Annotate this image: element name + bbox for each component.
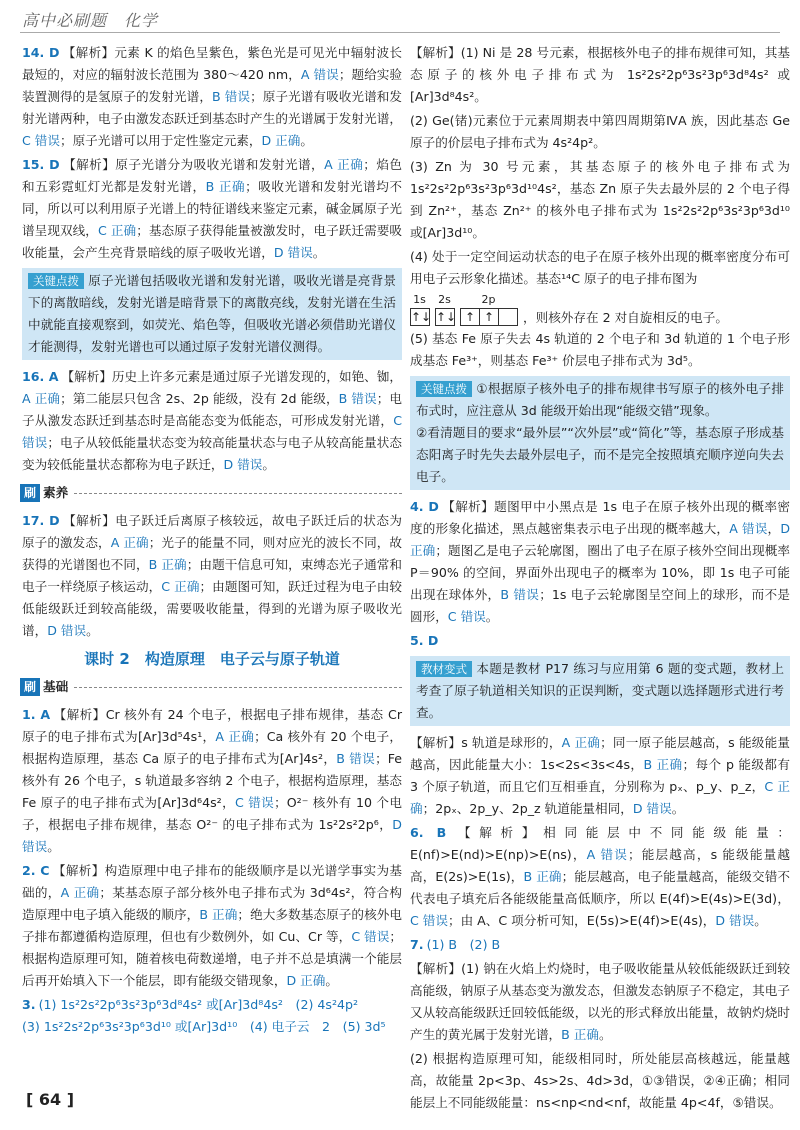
right-column (410, 42, 790, 1116)
textbook-variant-box: 教材变式 本题是教材 P17 练习与应用第 6 题的变式题，教材上考查了原子轨道相关知识的正误判断，变式题以选择题形式进行考查。 (410, 656, 790, 726)
orbital-box (498, 308, 518, 326)
analysis-3-3: (3) Zn 为 30 号元素，其基态原子的核外电子排布式为 1s²2s²2p⁶3s²3p⁶3d¹⁰4s²，基态 Zn 原子失去最外层的 2 个电子得到 Zn²⁺，基态 Zn²⁺ 的核外电子排布式为 1s²2s²2p⁶3s²3p⁶3d¹⁰ 或[Ar]3d¹⁰。 (410, 159, 790, 240)
orbital-box: ↑ (479, 308, 499, 326)
analysis-3-1: 【解析】(1) Ni 是 28 号元素，根据核外电子的排布规律可知，其基态原子的核外电子排布式为 1s²2s²2p⁶3s²3p⁶3d⁸4s² 或[Ar]3d⁸4s²。 (410, 45, 790, 104)
answer-3: 3. (1) 1s²2s²2p⁶3s²3p⁶3d⁸4s² 或[Ar]3d⁸4s² (2) 4s²4p² (3) 1s²2s²2p⁶3s²3p⁶3d¹⁰ 或[Ar]3d¹⁰ (4) 电子云 2 (5) 3d⁵ (22, 997, 386, 1034)
analysis-7-2: (2) 根据构造原理可知，能级相同时，所处能层高核越远，能量越高，故能量 2p<3p、4s>2s、4d>3d，①③错误，②④正确；相同能层上不同能级能量：ns<np<nd<nf，故能量 4p<4f，⑤错误。 (410, 1051, 790, 1110)
analysis-5: 【解析】s 轨道是球形的，A 正确；同一原子能层越高，s 能级能量越高，因此能量大小：1s<2s<3s<4s，B 正确；每个 p 能级都有 3 个原子轨道，而且它们互相垂直，分别称为 pₓ、p_y、p_z，C 正确；2pₓ、2p_y、2p_z 轨道能量相同，D 错误。 (410, 735, 791, 816)
orbital-box: ↑ (460, 308, 480, 326)
answer-14: 14. D 【解析】元素 K 的焰色呈紫色，紫色光是可见光中辐射波长最短的，对应的辐射波长范围为 380～420 nm，A 错误；题给实验装置测得的是氢原子的发射光谱，B 错误；原子光谱有吸收光谱和发射光谱两种，电子由激发态跃迁到基态时产生的光谱属于发射光谱，C 错误；原子光谱可以用于定性鉴定元素，D 正确。 (22, 45, 403, 148)
page-number: [ 64 ] (26, 1090, 75, 1109)
header-divider (20, 32, 780, 33)
key-point-tag: 关键点拨 (416, 381, 472, 397)
analysis-3-5: (5) 基态 Fe 原子失去 4s 轨道的 2 个电子和 3d 轨道的 1 个电子形成基态 Fe³⁺，则基态 Fe³⁺ 价层电子排布式为 3d⁵。 (410, 331, 790, 368)
answer-17: 17. D 【解析】电子跃迁后离原子核较远，故电子跃迁后的状态为原子的激发态，A 正确；光子的能量不同，则对应光的波长不同，故获得的光谱图也不同，B 正确；由题干信息可知，束缚态光子通常和电子一样绕原子核运动，C 正确；由题图可知，跃迁过程为电子由较低能级跃迁到较高能级，需要吸收能量，得到的光谱为原子吸收光谱，D 错误。 (22, 513, 403, 638)
section-basics: 刷 基础 (20, 676, 402, 698)
lesson-title: 课时 2 构造原理 电子云与原子轨道 (84, 650, 340, 668)
orbital-diagram: 1s ↑↓ 2s ↑↓ 2p ↑ ↑ ，则核外存在 2 对自旋相反的电子。 (411, 293, 728, 325)
key-point-tag: 关键点拨 (28, 273, 84, 289)
answer-7: 7. (1) B (2) B (410, 937, 501, 952)
key-point-box-2: 关键点拨 ①根据原子核外电子的排布规律书写原子的核外电子排布式时，应注意从 3d 能级开始出现“能级交错”现象。 ②看清题目的要求“最外层”“次外层”或“简化”等，基态原子形成基态阳离子时先失去最外层电子，而不是完全按照填充顺序逆向失去电子。 (410, 376, 790, 490)
variant-tag: 教材变式 (416, 661, 472, 677)
answer-15: 15. D 【解析】原子光谱分为吸收光谱和发射光谱，A 正确；焰色和五彩霓虹灯光都是发射光谱，B 正确；吸收光谱和发射光谱均不同，所以可以利用原子光谱上的特征谱线来鉴定元素，碱金属原子光谱呈现双线，C 正确；基态原子获得能量被激发时，电子跃迁需要吸收能量，会产生亮背景暗线的原子吸收光谱，D 错误。 (22, 157, 403, 260)
section-literacy: 刷 素养 (20, 482, 402, 504)
answer-6: 6. B 【解析】相同能层中不同能级能量：E(nf)>E(nd)>E(np)>E(ns)，A 错误；能层越高，s 能级能量越高，E(2s)>E(1s)，B 正确；能层越高，电子能量越高，能级交错不代表电子填充后各能级能量高低顺序，所以 E(4f)>E(4s)>E(3d)，C 错误；由 A、C 项分析可知，E(5s)>E(4f)>E(4s)，D 错误。 (410, 825, 791, 928)
answer-5: 5. D (410, 633, 439, 648)
answer-1: 1. A 【解析】Cr 核外有 24 个电子，根据电子排布规律，基态 Cr 原子的电子排布式为[Ar]3d⁵4s¹，A 正确；Ca 核外有 20 个电子，根据构造原理，基态 Ca 原子的电子排布式为[Ar]4s²，B 错误；Fe 核外有 26 个电子，s 轨道最多容纳 2 个电子，根据构造原理，基态 Fe 原子的电子排布式为[Ar]3d⁶4s²，C 错误；O²⁻ 核外有 10 个电子，根据电子排布规律，基态 O²⁻ 的电子排布式为 1s²2s²2p⁶，D 错误。 (22, 707, 403, 854)
analysis-3-4: (4) 处于一定空间运动状态的电子在原子核外出现的概率密度分布可用电子云形象化描述。基态¹⁴C 原子的电子排布图为 (410, 249, 790, 286)
left-column (22, 42, 402, 1040)
answer-16: 16. A 【解析】历史上许多元素是通过原子光谱发现的，如铯、铷，A 正确；第二能层只包含 2s、2p 能级，没有 2d 能级，B 错误；电子从激发态跃迁到基态时是高能态变为低能态，可形成发射光谱，C 错误；电子从较低能量状态变为较高能量状态与电子从较高能量状态变为较低能量状态都称为电子跃迁，D 错误。 (22, 369, 403, 472)
key-point-box: 关键点拨 原子光谱包括吸收光谱和发射光谱，吸收光谱是亮背景下的离散暗线，发射光谱是暗背景下的离散亮线，发射光谱在生活中就能直接观察到，如荧光、焰色等，但吸收光谱必须借助光谱仪才能测得，发射光谱也可以通过原子发射光谱仪测得。 (22, 268, 402, 360)
orbital-box: ↑↓ (411, 310, 432, 324)
answer-2: 2. C 【解析】构造原理中电子排布的能级顺序是以光谱学事实为基础的，A 正确；某基态原子部分核外电子排布式为 3d⁶4s²，符合构造原理中电子填入能级的顺序，B 正确；绝大多数基态原子的核外电子排布都遵循构造原理，但也有少数例外，如 Cu、Cr 等，C 错误；根据构造原理可知，随着核电荷数递增，电子并不总是填满一个能层后再开始填入下一个能层，即有能级交错现象，D 正确。 (22, 863, 403, 988)
analysis-7-1: 【解析】(1) 钠在火焰上灼烧时，电子吸收能量从较低能级跃迁到较高能级，钠原子从基态变为激发态，但激发态钠原子不稳定，其电子又从较高能级跃迁回较低能级，以光的形式释放出能量，故钠灼烧时产生的黄光属于发射光谱，B 正确。 (410, 961, 790, 1042)
running-header: 高中必刷题 化学 (22, 11, 159, 30)
answer-4: 4. D 【解析】题图甲中小黑点是 1s 电子在原子核外出现的概率密度的形象化描述，黑点越密集表示电子出现的概率越大，A 错误，D 正确；题图乙是电子云轮廓图，圈出了电子在原子核外空间出现概率 P＝90% 的空间，界面外出现电子的概率为 10%，即 1s 电子可能出现在球体外，B 错误；1s 电子云轮廓图呈空间上的球形，而不是圆形，C 错误。 (410, 499, 791, 624)
analysis-3-2: (2) Ge(锗)元素位于元素周期表中第四周期第ⅣA 族，因此基态 Ge 原子的价层电子排布式为 4s²4p²。 (410, 113, 790, 150)
orbital-box: ↑↓ (436, 310, 457, 324)
